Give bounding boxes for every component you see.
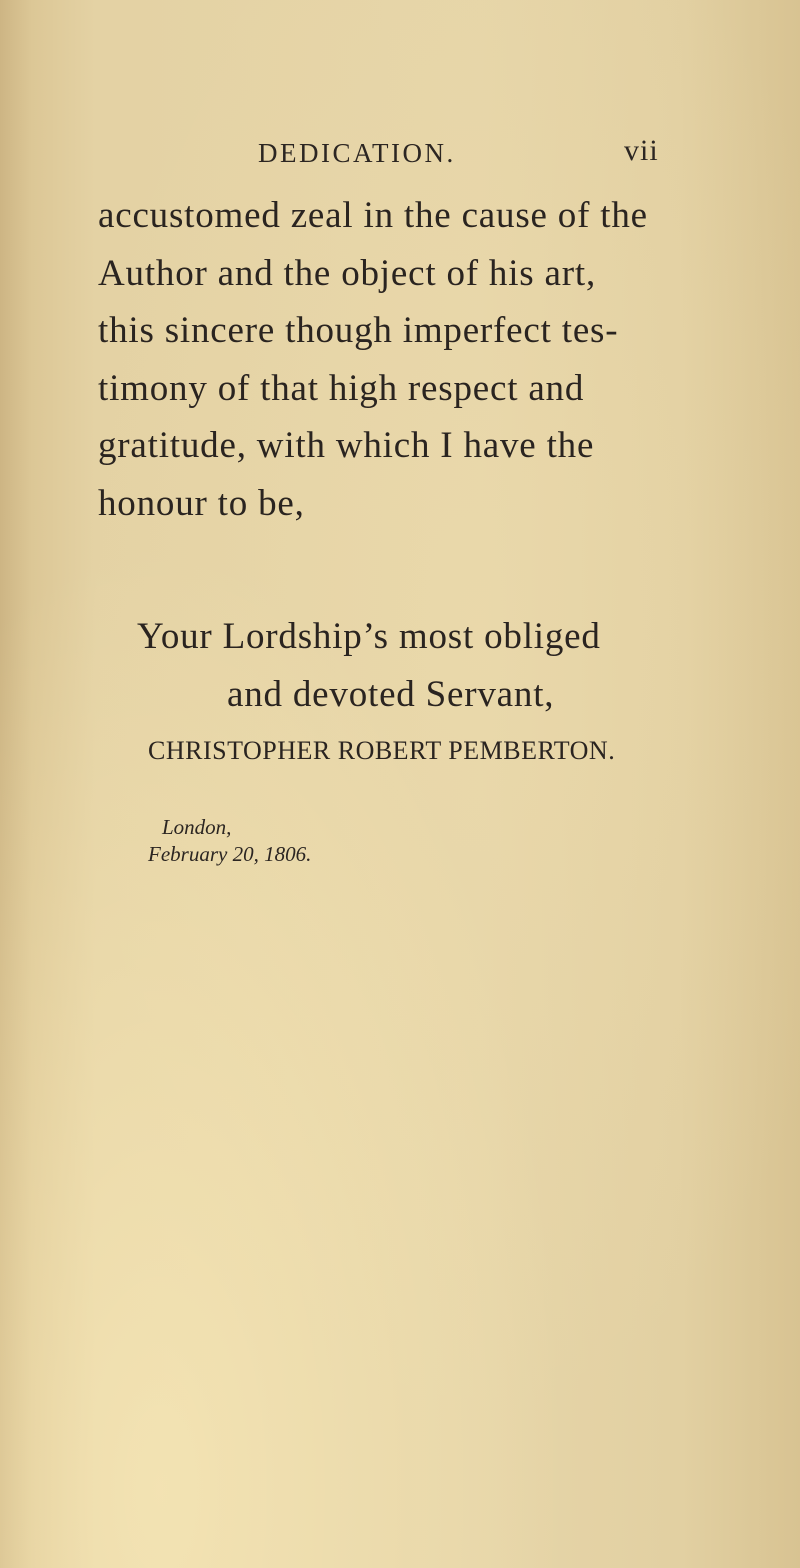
running-header bbox=[258, 134, 678, 178]
body-line: honour to be, bbox=[98, 482, 305, 524]
body-line: timony of that high respect and bbox=[98, 367, 585, 409]
closing-line-1: Your Lordship’s most obliged bbox=[137, 616, 601, 657]
closing-line-2: and devoted Servant, bbox=[227, 674, 555, 715]
date-line: February 20, 1806. bbox=[148, 842, 312, 866]
header-title: DEDICATION. bbox=[258, 138, 456, 168]
place-line: London, bbox=[162, 815, 232, 839]
page-number: vii bbox=[624, 134, 659, 167]
body-line: accustomed zeal in the cause of the bbox=[98, 195, 648, 236]
signature: CHRISTOPHER ROBERT PEMBERTON. bbox=[148, 736, 616, 765]
body-line: Author and the object of his art, bbox=[98, 252, 597, 294]
dedication-body bbox=[98, 187, 698, 532]
body-line: this sincere though imperfect tes- bbox=[98, 310, 619, 351]
body-line: gratitude, with which I have the bbox=[98, 425, 595, 466]
